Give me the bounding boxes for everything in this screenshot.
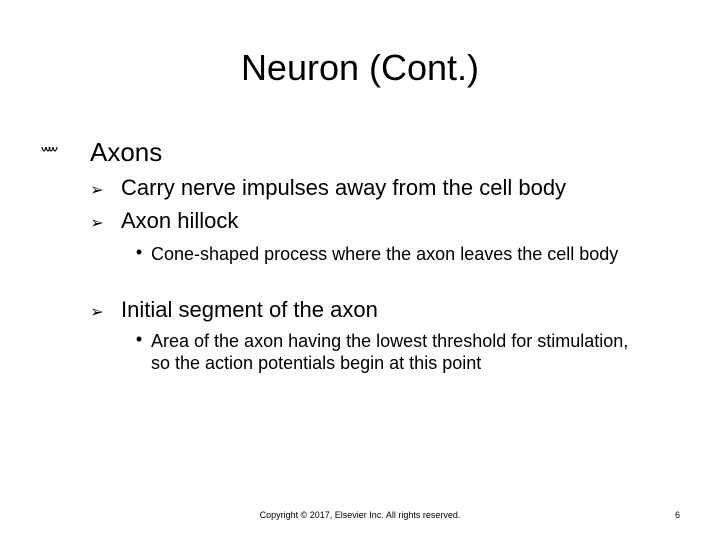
dot-bullet-icon: • [135,242,143,262]
bullet-carry-impulses: Carry nerve impulses away from the cell body [121,175,567,200]
scroll-bullet-icon [40,145,58,157]
bullet-icon [40,140,58,163]
footer-copyright: Copyright © 2017, Elsevier Inc. All rights reserved. [259,510,461,520]
arrow-bullet-icon: ➢ [90,182,104,199]
slide-title: Neuron (Cont.) [240,47,480,88]
arrow-bullet-icon: ➢ [90,215,104,232]
bullet-cone-shaped: Cone-shaped process where the axon leaves the cell body [151,244,619,264]
dot-bullet-icon: • [135,329,143,349]
arrow-bullet-icon: ➢ [90,304,104,321]
bullet-axons: Axons [90,137,163,167]
page-number: 6 [674,510,680,520]
bullet-initial-segment: Initial segment of the axon [121,297,378,322]
bullet-lowest-threshold: Area of the axon having the lowest threshold for stimulation, so the action potentials begin at this point [151,331,629,373]
bullet-axon-hillock: Axon hillock [121,208,239,233]
